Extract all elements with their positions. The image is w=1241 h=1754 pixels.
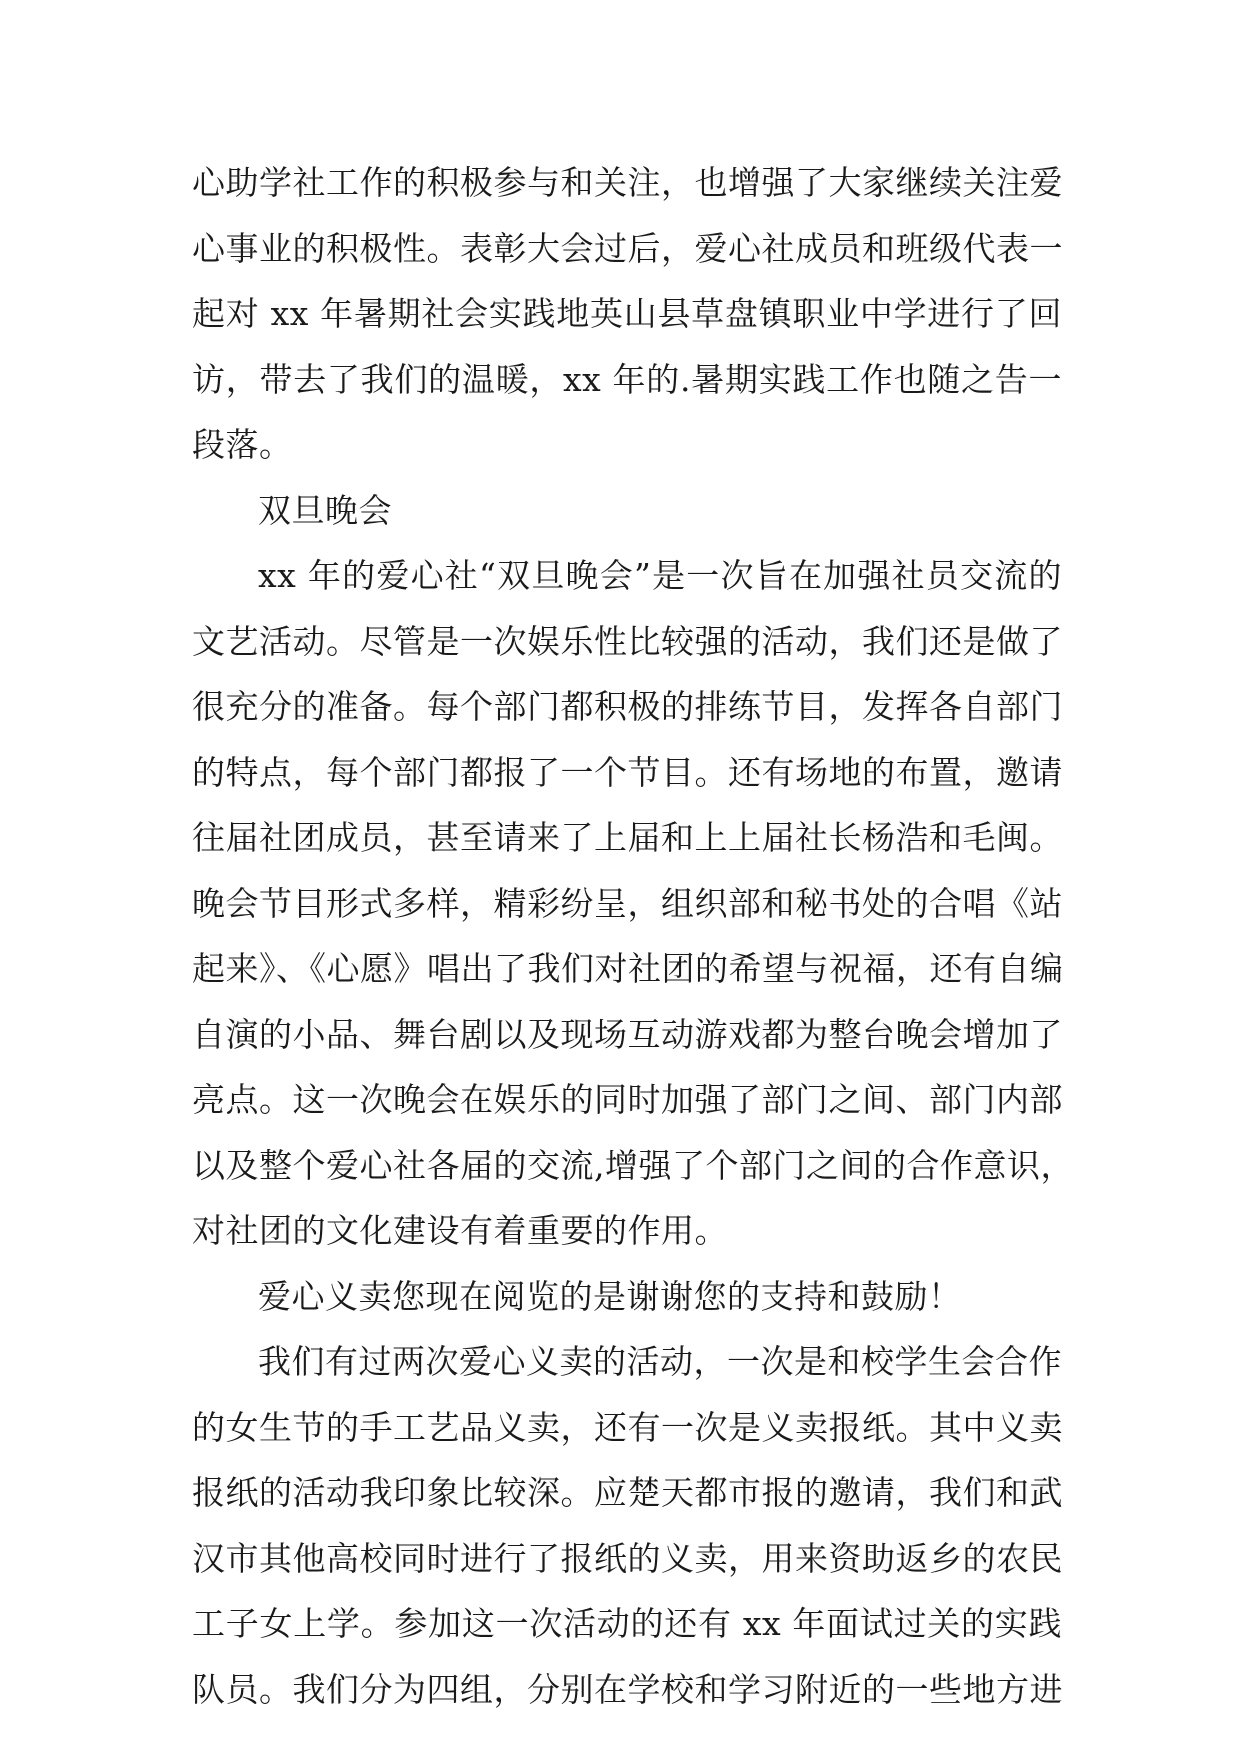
text-line: 往届社团成员，甚至请来了上届和上上届社长杨浩和毛闽。	[192, 818, 1063, 857]
section-heading: 双旦晚会	[258, 490, 392, 530]
text-line: 很充分的准备。每个部门都积极的排练节目，发挥各自部门	[192, 687, 1063, 726]
section-heading: 爱心义卖您现在阅览的是谢谢您的支持和鼓励！	[258, 1276, 962, 1316]
text-line: 工子女上学。参加这一次活动的还有 xx 年面试过关的实践	[192, 1604, 1062, 1643]
text-line: 我们有过两次爱心义卖的活动，一次是和校学生会合作	[258, 1342, 1062, 1381]
text-line: 心助学社工作的积极参与和关注，也增强了大家继续关注爱	[192, 163, 1063, 202]
document-body	[192, 150, 1074, 1722]
text-line: 对社团的文化建设有着重要的作用。	[192, 1211, 728, 1250]
text-line: 汉市其他高校同时进行了报纸的义卖，用来资助返乡的农民	[192, 1538, 1063, 1578]
text-line: 起对 xx 年暑期社会实践地英山县草盘镇职业中学进行了回	[192, 294, 1062, 333]
text-line: 文艺活动。尽管是一次娱乐性比较强的活动，我们还是做了	[192, 621, 1063, 661]
text-line: 的特点，每个部门都报了一个节目。还有场地的布置，邀请	[192, 752, 1063, 792]
text-line: xx 年的爱心社“双旦晚会”是一次旨在加强社员交流的	[258, 556, 1062, 595]
text-line: 起来》、《心愿》唱出了我们对社团的希望与祝福，还有自编	[192, 949, 1064, 988]
text-line: 的女生节的手工艺品义卖，还有一次是义卖报纸。其中义卖	[192, 1407, 1063, 1447]
text-line: 报纸的活动我印象比较深。应楚天都市报的邀请，我们和武	[192, 1473, 1063, 1512]
text-line: 段落。	[192, 425, 293, 464]
text-line: 心事业的积极性。表彰大会过后，爱心社成员和班级代表一	[192, 228, 1063, 268]
text-line: 以及整个爱心社各届的交流,增强了个部门之间的合作意识，	[192, 1145, 1074, 1185]
text-line: 访，带去了我们的温暖，xx 年的.暑期实践工作也随之告一	[192, 359, 1062, 399]
text-line: 亮点。这一次晚会在娱乐的同时加强了部门之间、部门内部	[192, 1080, 1063, 1119]
text-line: 晚会节目形式多样，精彩纷呈，组织部和秘书处的合唱《站	[192, 883, 1063, 923]
text-line: 队员。我们分为四组，分别在学校和学习附近的一些地方进	[192, 1669, 1063, 1709]
text-line: 自演的小品、舞台剧以及现场互动游戏都为整台晚会增加了	[192, 1014, 1063, 1054]
